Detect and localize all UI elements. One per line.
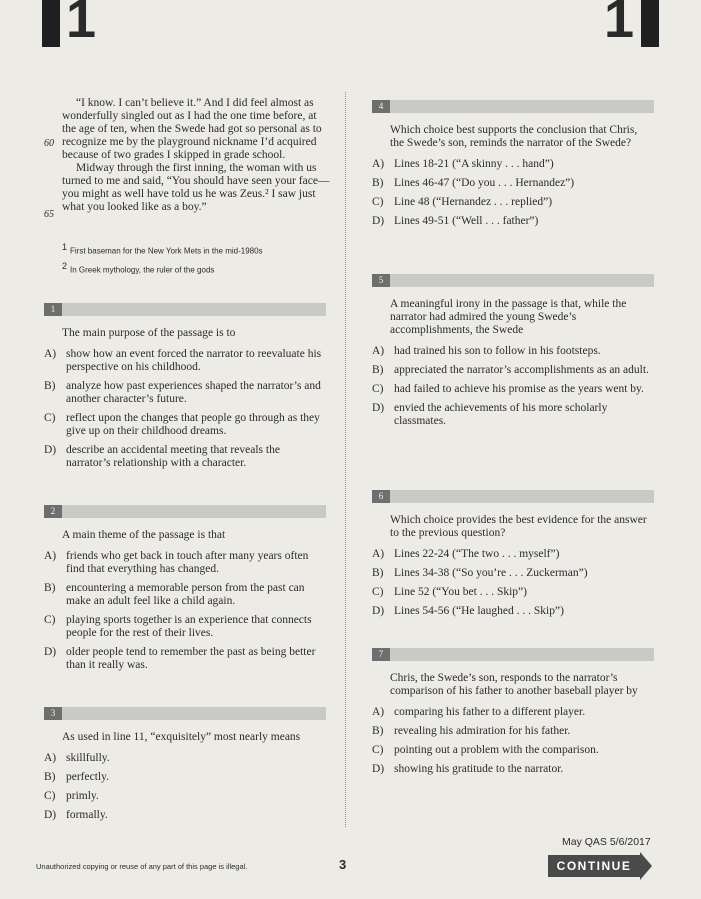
choice-letter: A): [372, 548, 385, 560]
page-number: 3: [339, 857, 347, 872]
choice-letter: C): [372, 586, 384, 598]
footnote-text: In Greek mythology, the ruler of the gods: [70, 265, 215, 275]
answer-choices: [44, 348, 326, 470]
choice-text: Lines 34-38 (“So you’re . . . Zuckerman”): [394, 567, 588, 579]
answer-choices: [44, 550, 326, 672]
question-number-bar: [44, 707, 326, 720]
choice-letter: C): [372, 196, 384, 208]
choice-text: primly.: [66, 790, 99, 802]
choice-letter: B): [372, 177, 384, 189]
answer-choice[interactable]: [372, 402, 654, 428]
answer-choice[interactable]: [372, 586, 654, 599]
question-number: 6: [378, 491, 384, 501]
answer-choice[interactable]: [44, 790, 326, 803]
choice-letter: A): [372, 158, 385, 170]
choice-text: Lines 49-51 (“Well . . . father”): [394, 215, 539, 227]
passage-paragraph: Midway through the first inning, the woman with us turned to me and said, “You should have seen your face—you might as well have told us he was Zeus.² I saw just what you looked like as a boy.”: [62, 162, 330, 213]
choice-text: show how an event forced the narrator to reevaluate his perspective on his childhood.: [66, 348, 322, 373]
question-5: [372, 274, 654, 434]
choice-text: reflect upon the changes that people go through as they give up on their childhood dreams.: [66, 412, 320, 437]
question-stem: The main purpose of the passage is to: [62, 327, 236, 339]
choice-text: Lines 54-56 (“He laughed . . . Skip”): [394, 605, 564, 617]
question-stem: A meaningful irony in the passage is that, while the narrator had admired the young Swede’s accomplishments, the Swede: [390, 298, 627, 336]
question-2: [44, 505, 326, 678]
choice-text: formally.: [66, 809, 108, 821]
footnote: [62, 240, 342, 259]
column-divider: [345, 92, 346, 827]
question-number: 3: [50, 708, 56, 718]
answer-choice[interactable]: [44, 444, 326, 470]
answer-choice[interactable]: [44, 348, 326, 374]
question-number-bar: [372, 648, 654, 661]
choice-text: describe an accidental meeting that reveals the narrator’s relationship with a character.: [66, 444, 280, 469]
answer-choice[interactable]: [44, 550, 326, 576]
choice-text: comparing his father to a different player.: [394, 706, 586, 718]
answer-choice[interactable]: [372, 744, 654, 757]
question-stem: Which choice provides the best evidence for the answer to the previous question?: [390, 514, 647, 539]
answer-choices: [44, 752, 326, 822]
section-number-right: 1: [604, 0, 635, 49]
choice-letter: B): [372, 364, 384, 376]
question-number-bar: [372, 490, 654, 503]
answer-choice[interactable]: [44, 646, 326, 672]
question-stem: As used in line 11, “exquisitely” most nearly means: [62, 731, 301, 743]
choice-letter: C): [372, 383, 384, 395]
choice-text: Lines 22-24 (“The two . . . myself”): [394, 548, 560, 560]
answer-choices: [372, 706, 654, 776]
question-stem: A main theme of the passage is that: [62, 529, 226, 541]
question-stem: Chris, the Swede’s son, responds to the narrator’s comparison of his father to another baseball player by: [390, 672, 638, 697]
choice-letter: D): [372, 605, 385, 617]
question-stem: Which choice best supports the conclusion that Chris, the Swede’s son, reminds the narrator of the Swede?: [390, 124, 638, 149]
answer-choice[interactable]: [372, 177, 654, 190]
choice-text: had failed to achieve his promise as the years went by.: [394, 383, 644, 395]
choice-text: older people tend to remember the past as being better than it really was.: [66, 646, 316, 671]
question-number: 5: [378, 275, 384, 285]
answer-choice[interactable]: [372, 196, 654, 209]
choice-letter: D): [372, 402, 385, 414]
choice-letter: D): [44, 646, 57, 658]
answer-choices: [372, 345, 654, 428]
question-6: [372, 490, 654, 624]
choice-text: encountering a memorable person from the past can make an adult feel like a child again.: [66, 582, 305, 607]
choice-letter: B): [44, 380, 56, 392]
passage-text: [62, 97, 332, 214]
footnote: [62, 259, 342, 278]
choice-text: pointing out a problem with the comparison.: [394, 744, 599, 756]
choice-text: revealing his admiration for his father.: [394, 725, 571, 737]
answer-choice[interactable]: [44, 809, 326, 822]
choice-letter: C): [44, 412, 56, 424]
choice-text: perfectly.: [66, 771, 109, 783]
question-number-bar: [44, 303, 326, 316]
answer-choice[interactable]: [372, 725, 654, 738]
choice-letter: A): [372, 706, 385, 718]
choice-letter: A): [44, 752, 57, 764]
choice-text: had trained his son to follow in his footsteps.: [394, 345, 601, 357]
choice-letter: B): [44, 582, 56, 594]
choice-letter: B): [372, 567, 384, 579]
question-number: 2: [50, 506, 56, 516]
question-number: 4: [378, 101, 384, 111]
question-number: 1: [50, 304, 56, 314]
answer-choice[interactable]: [44, 771, 326, 784]
choice-text: envied the achievements of his more scholarly classmates.: [394, 402, 608, 427]
choice-letter: D): [44, 809, 57, 821]
choice-text: Line 52 (“You bet . . . Skip”): [394, 586, 527, 598]
choice-letter: C): [44, 614, 56, 626]
section-tab-right: [641, 0, 659, 47]
choice-letter: B): [44, 771, 56, 783]
question-7: [372, 648, 654, 782]
answer-choices: [372, 158, 654, 228]
question-3: [44, 707, 326, 828]
answer-choice[interactable]: [372, 605, 654, 618]
answer-choice[interactable]: [372, 763, 654, 776]
choice-text: skillfully.: [66, 752, 110, 764]
choice-letter: A): [44, 348, 57, 360]
choice-letter: A): [44, 550, 57, 562]
copyright-notice: Unauthorized copying or reuse of any part of this page is illegal.: [36, 862, 248, 871]
choice-text: appreciated the narrator’s accomplishments as an adult.: [394, 364, 649, 376]
answer-choice[interactable]: [44, 614, 326, 640]
choice-letter: D): [372, 763, 385, 775]
question-number-bar: [372, 274, 654, 287]
line-number: 65: [44, 209, 54, 220]
continue-arrow-icon: [640, 852, 652, 880]
section-tab-left: [42, 0, 60, 47]
choice-letter: A): [372, 345, 385, 357]
test-date-label: May QAS 5/6/2017: [562, 836, 651, 848]
choice-letter: D): [44, 444, 57, 456]
passage-paragraph: “I know. I can’t believe it.” And I did feel almost as wonderfully singled out as I had the one time before, at the age of ten, when the Swede had got so personal as to recognize me by the playground nickname I’d acquired because of two grades I skipped in grade school.: [62, 97, 322, 161]
section-number-left: 1: [66, 0, 97, 49]
footnote-text: First baseman for the New York Mets in the mid-1980s: [70, 246, 263, 256]
footnote-mark: 1: [62, 242, 68, 252]
answer-choice[interactable]: [372, 158, 654, 171]
answer-choice[interactable]: [44, 752, 326, 765]
question-4: [372, 100, 654, 234]
answer-choice[interactable]: [44, 582, 326, 608]
answer-choice[interactable]: [44, 380, 326, 406]
choice-letter: B): [372, 725, 384, 737]
answer-choice[interactable]: [44, 412, 326, 438]
line-number: 60: [44, 138, 54, 149]
answer-choice[interactable]: [372, 706, 654, 719]
choice-text: analyze how past experiences shaped the narrator’s and another character’s future.: [66, 380, 321, 405]
choice-text: playing sports together is an experience that connects people for the rest of their lives.: [66, 614, 312, 639]
answer-choices: [372, 548, 654, 618]
answer-choice[interactable]: [372, 215, 654, 228]
answer-choice[interactable]: [372, 345, 654, 358]
question-1: [44, 303, 326, 476]
footnote-mark: 2: [62, 260, 68, 271]
choice-letter: C): [44, 790, 56, 802]
choice-text: friends who get back in touch after many years often find that everything has changed.: [66, 550, 309, 575]
choice-text: Line 48 (“Hernandez . . . replied”): [394, 196, 553, 208]
question-number: 7: [378, 649, 384, 659]
choice-text: showing his gratitude to the narrator.: [394, 763, 564, 775]
answer-choice[interactable]: [372, 548, 654, 561]
question-number-bar: [372, 100, 654, 113]
answer-choice[interactable]: [372, 383, 654, 396]
choice-letter: D): [372, 215, 385, 227]
question-number-bar: [44, 505, 326, 518]
choice-letter: C): [372, 744, 384, 756]
choice-text: Lines 46-47 (“Do you . . . Hernandez”): [394, 177, 575, 189]
footnotes: [62, 240, 342, 277]
choice-text: Lines 18-21 (“A skinny . . . hand”): [394, 158, 554, 170]
answer-choice[interactable]: [372, 364, 654, 377]
continue-button[interactable]: CONTINUE: [548, 855, 640, 877]
answer-choice[interactable]: [372, 567, 654, 580]
